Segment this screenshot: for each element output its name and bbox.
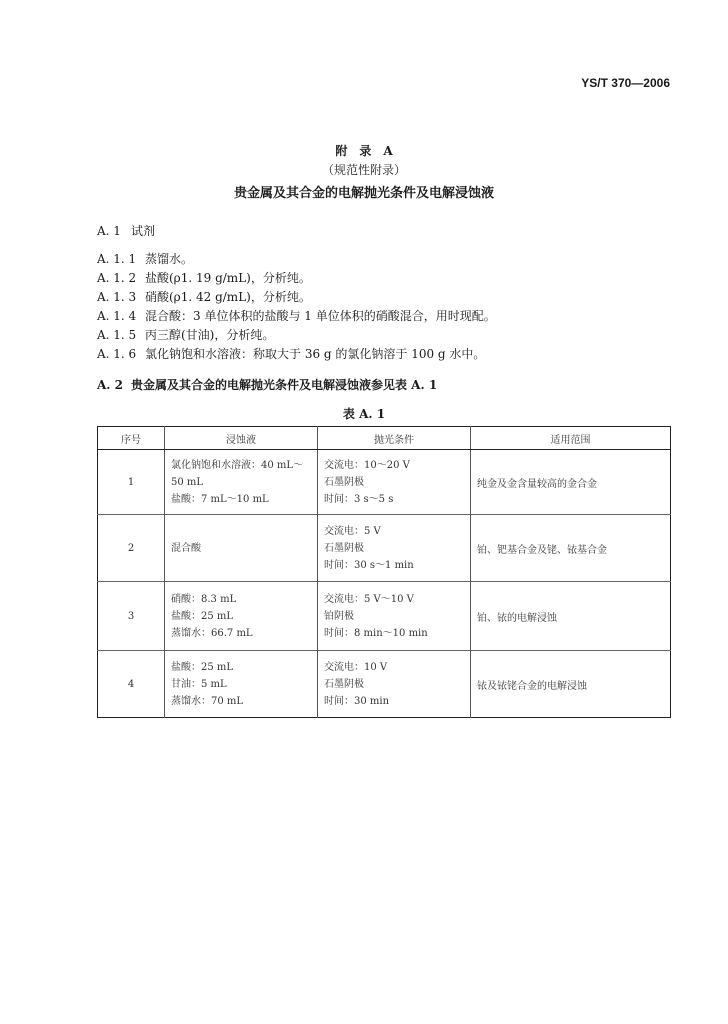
cell-number: 1 — [98, 450, 165, 515]
etchant-line: 蒸馏水：66.7 mL — [171, 627, 253, 639]
section-a1-heading — [97, 222, 155, 239]
section-number: A. 1 — [97, 224, 121, 238]
reagent-item — [97, 288, 311, 305]
reagent-text: 盐酸(ρ1. 19 g/mL)，分析纯。 — [145, 271, 311, 285]
condition-line: 时间：8 min～10 min — [324, 627, 428, 639]
reagent-number: A. 1. 4 — [97, 309, 137, 323]
cell-conditions — [318, 582, 471, 651]
reagent-text: 丙三醇(甘油)，分析纯。 — [145, 328, 275, 342]
header-scope: 适用范围 — [471, 427, 671, 450]
reagent-number: A. 1. 2 — [97, 271, 137, 285]
etchant-line: 盐酸：25 mL — [171, 610, 234, 622]
table-row — [98, 515, 671, 582]
condition-line: 时间：3 s～5 s — [324, 493, 394, 505]
cell-number: 2 — [98, 515, 165, 582]
table-row — [98, 582, 671, 651]
reagent-item — [97, 307, 496, 324]
condition-line: 交流电：5 V～10 V — [324, 593, 414, 605]
cell-scope: 铂、铱的电解浸蚀 — [471, 582, 671, 651]
table-header-row — [98, 427, 671, 450]
condition-line: 石墨阴极 — [324, 542, 364, 554]
etchant-line: 硝酸：8.3 mL — [171, 593, 237, 605]
condition-line: 交流电：5 V — [324, 525, 381, 537]
cell-conditions — [318, 515, 471, 582]
cell-scope: 铂、钯基合金及铑、铱基合金 — [471, 515, 671, 582]
cell-number: 4 — [98, 651, 165, 718]
header-conditions: 抛光条件 — [318, 427, 471, 450]
table-row — [98, 450, 671, 515]
condition-line: 交流电：10～20 V — [324, 459, 410, 471]
reagent-item — [97, 345, 485, 362]
cell-scope: 铱及铱铑合金的电解浸蚀 — [471, 651, 671, 718]
cell-scope: 纯金及金含量较高的金合金 — [471, 450, 671, 515]
header-etchant: 浸蚀液 — [165, 427, 318, 450]
cell-etchant — [165, 651, 318, 718]
reagent-text: 氯化钠饱和水溶液：称取大于 36 g 的氯化钠溶于 100 g 水中。 — [145, 347, 486, 361]
condition-line: 时间：30 min — [324, 695, 390, 707]
reagent-text: 硝酸(ρ1. 42 g/mL)，分析纯。 — [145, 290, 311, 304]
etchant-line: 甘油：5 mL — [171, 678, 227, 690]
reagent-item — [97, 269, 311, 286]
etchant-line: 50 mL — [171, 476, 204, 488]
etchant-line: 盐酸：25 mL — [171, 661, 234, 673]
condition-line: 交流电：10 V — [324, 661, 388, 673]
cell-etchant — [165, 450, 318, 515]
reagent-number: A. 1. 1 — [97, 252, 137, 266]
condition-line: 石墨阴极 — [324, 476, 364, 488]
etchant-line: 氯化钠饱和水溶液：40 mL～ — [171, 459, 304, 471]
reagent-number: A. 1. 5 — [97, 328, 137, 342]
standard-number: YS/T 370—2006 — [581, 76, 670, 90]
reagent-number: A. 1. 3 — [97, 290, 137, 304]
cell-etchant — [165, 582, 318, 651]
condition-line: 时间：30 s～1 min — [324, 559, 414, 571]
table-caption: 表 A. 1 — [342, 407, 386, 421]
section-a2-heading — [97, 376, 437, 393]
reagent-text: 混合酸：3 单位体积的盐酸与 1 单位体积的硝酸混合，用时现配。 — [145, 309, 496, 323]
condition-line: 石墨阴极 — [324, 678, 364, 690]
etchant-line: 蒸馏水：70 mL — [171, 695, 244, 707]
section-number: A. 2 — [97, 378, 124, 392]
reagent-number: A. 1. 6 — [97, 347, 137, 361]
appendix-title: 附 录 A — [335, 144, 393, 158]
cell-conditions — [318, 450, 471, 515]
cell-etchant — [165, 515, 318, 582]
header-number: 序号 — [98, 427, 165, 450]
section-title: 试剂 — [131, 224, 156, 238]
etchant-line: 混合酸 — [171, 542, 201, 554]
condition-line: 铂阴极 — [324, 610, 354, 622]
appendix-type: （规范性附录） — [321, 163, 406, 177]
appendix-heading: 贵金属及其合金的电解抛光条件及电解浸蚀液 — [233, 186, 494, 201]
section-text: 贵金属及其合金的电解抛光条件及电解浸蚀液参见表 A. 1 — [131, 378, 438, 392]
reagent-item — [97, 250, 193, 267]
etchant-line: 盐酸：7 mL～10 mL — [171, 493, 269, 505]
polishing-conditions-table — [97, 426, 671, 718]
cell-conditions — [318, 651, 471, 718]
reagent-item — [97, 326, 274, 343]
table-row — [98, 651, 671, 718]
reagent-text: 蒸馏水。 — [145, 252, 194, 266]
cell-number: 3 — [98, 582, 165, 651]
